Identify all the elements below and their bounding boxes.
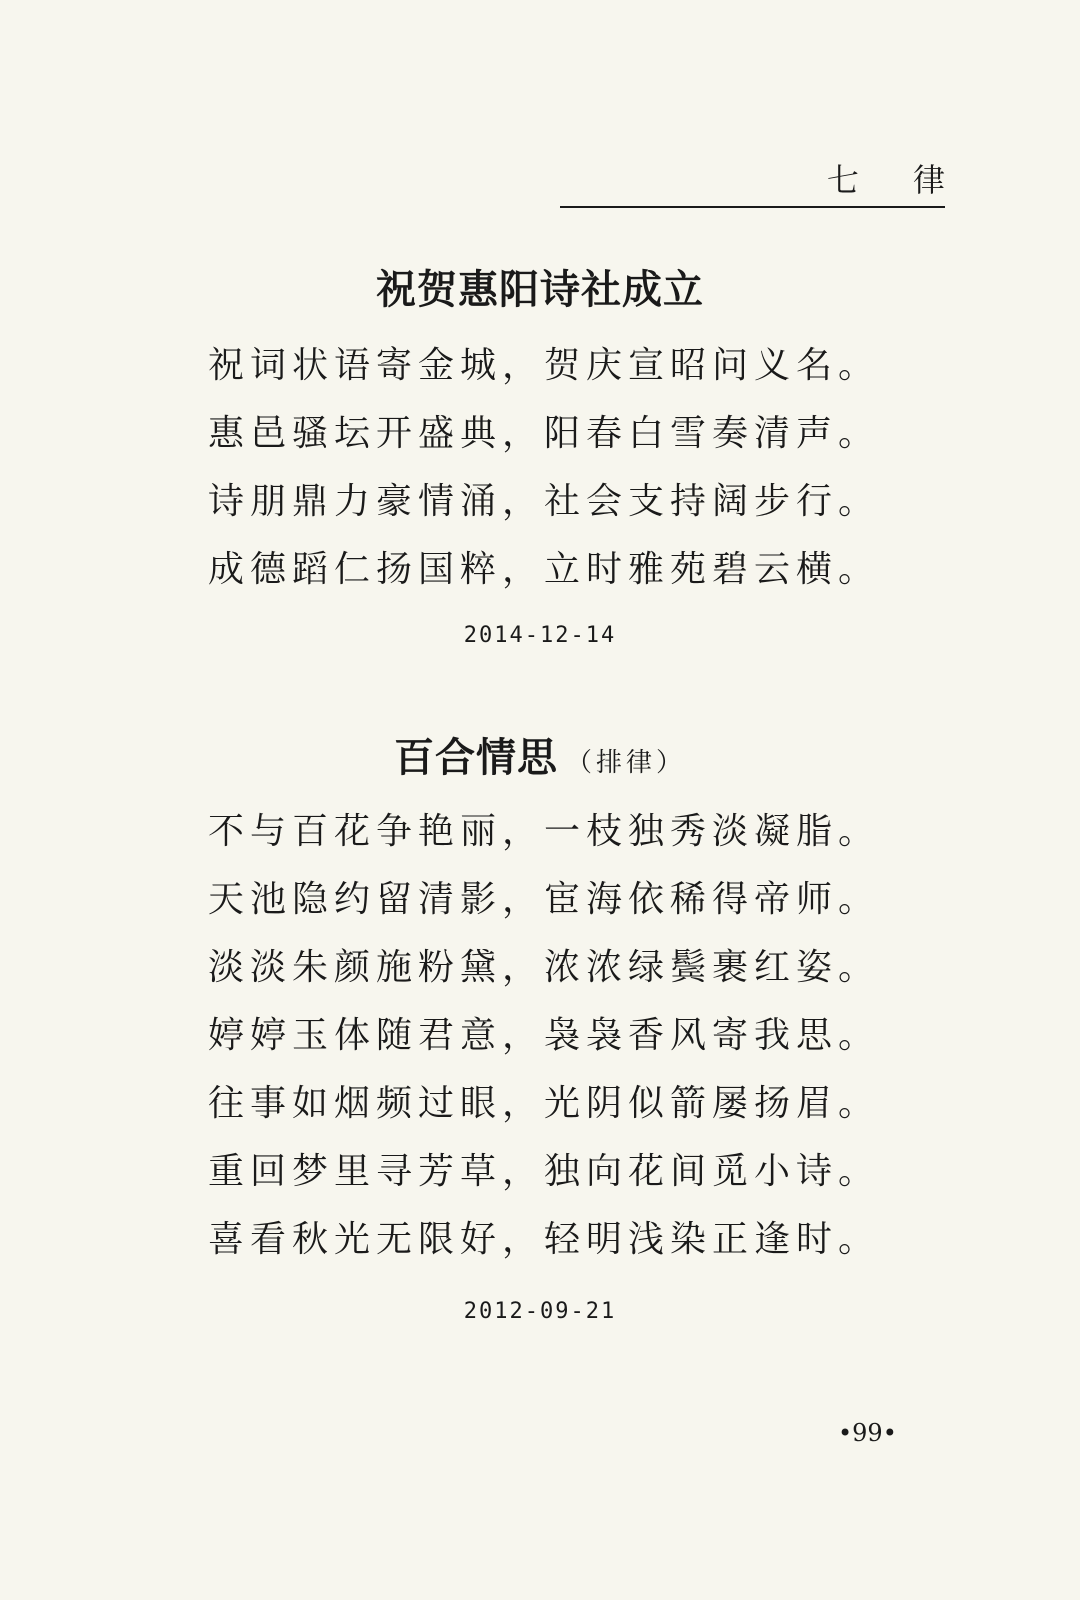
poem-line: 淡淡朱颜施粉黛，浓浓绿鬓裹红姿。 xyxy=(208,947,881,988)
page-number: •99• xyxy=(838,1419,897,1447)
poem-line: 祝词状语寄金城，贺庆宣昭问义名。 xyxy=(208,345,881,386)
poem-title xyxy=(0,730,1080,791)
poem-line: 惠邑骚坛开盛典，阳春白雪奏清声。 xyxy=(208,413,881,454)
poem-subtitle: （排律） xyxy=(565,748,686,778)
section-header xyxy=(560,160,967,208)
poem-line: 成德蹈仁扬国粹，立时雅苑碧云横。 xyxy=(208,549,881,590)
poem-line: 天池隐约留清影，宦海依稀得帝师。 xyxy=(208,879,881,920)
poem-line: 重回梦里寻芳草，独向花间觅小诗。 xyxy=(208,1151,881,1192)
poem-line: 不与百花争艳丽，一枝独秀淡凝脂。 xyxy=(208,811,881,852)
section-label: 七 律 xyxy=(826,161,967,199)
poem-lines xyxy=(208,332,928,604)
poem-title-text: 百合情思 xyxy=(393,735,558,781)
poem-line: 往事如烟频过眼，光阴似箭屡扬眉。 xyxy=(208,1083,881,1124)
poem-title-text: 祝贺惠阳诗社成立 xyxy=(376,267,704,313)
poem-title xyxy=(0,262,1080,318)
poem-date: 2012-09-21 xyxy=(463,1299,617,1324)
poem-line: 喜看秋光无限好，轻明浅染正逢时。 xyxy=(208,1219,881,1260)
poem-date: 2014-12-14 xyxy=(463,623,617,648)
header-rule xyxy=(560,206,945,208)
poem-line: 诗朋鼎力豪情涌，社会支持阔步行。 xyxy=(208,481,881,522)
poem-lines xyxy=(208,798,928,1274)
poem-line: 婷婷玉体随君意，袅袅香风寄我思。 xyxy=(208,1015,881,1056)
